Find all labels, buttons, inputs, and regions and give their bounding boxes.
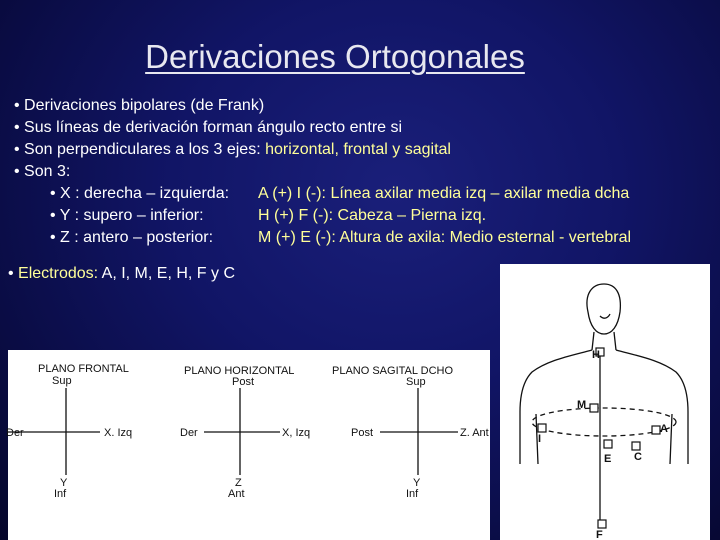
axis-label: • Z : antero – posterior: — [50, 229, 214, 246]
torso-electrode-diagram — [500, 264, 710, 540]
axis-left-label: Der — [180, 427, 198, 439]
bullet-item: • Derivaciones bipolares (de Frank) — [14, 97, 265, 114]
axis-label: • Y : supero – inferior: — [50, 207, 204, 224]
axis-bottom-label: Z — [235, 477, 242, 489]
axis-left-label: Post — [351, 427, 374, 439]
bullet-list — [14, 95, 451, 183]
axis-bottom-label: Y — [413, 477, 421, 489]
bullet-text: Sus líneas de derivación forman ángulo recto entre si — [24, 119, 403, 136]
bullet-text: Son perpendiculares a los 3 ejes: — [24, 141, 266, 158]
axis-row-y — [50, 205, 631, 227]
axis-bottom-label: Y — [60, 477, 68, 489]
electrodes-label: Electrodos: — [18, 265, 99, 282]
electrode-label-c: C — [634, 451, 642, 463]
plane-title: PLANO SAGITAL DCHO — [332, 365, 454, 377]
electrode-label-a: A — [660, 423, 668, 435]
bullet-highlight: horizontal, frontal y sagital — [265, 141, 451, 158]
electrode-label-e: E — [604, 453, 612, 465]
axis-label: • X : derecha – izquierda: — [50, 185, 230, 202]
bullet-item: • Sus líneas de derivación forman ángulo recto entre si — [14, 119, 403, 136]
axis-top-label: Sup — [52, 375, 72, 387]
axis-top-label: Post — [232, 376, 255, 388]
axis-right-label: X. Izq — [104, 427, 133, 439]
plane-title: PLANO FRONTAL — [38, 363, 129, 375]
axis-top-label: Sup — [406, 376, 426, 388]
electrode-label-m: M — [577, 399, 587, 411]
axis-value: H (+) F (-): Cabeza – Pierna izq. — [258, 207, 487, 224]
bullet-item: • Son 3: — [14, 163, 71, 180]
axis-bottom-sub-label: Ant — [228, 488, 245, 500]
axis-row-x — [50, 183, 631, 205]
bullet-text: Son 3: — [24, 163, 71, 180]
plane-sagittal — [332, 365, 489, 500]
axis-right-label: X, Izq — [282, 427, 311, 439]
plane-frontal — [6, 363, 132, 500]
electrode-label-f: F — [596, 529, 603, 540]
axis-value: A (+) I (-): Línea axilar media izq – axilar media dcha — [258, 185, 630, 202]
axis-left-label: Der — [6, 427, 24, 439]
slide-title: Derivaciones Ortogonales — [145, 38, 525, 75]
plane-title: PLANO HORIZONTAL — [184, 365, 295, 377]
planes-diagram — [8, 350, 490, 540]
bullet-text: Derivaciones bipolares (de Frank) — [24, 97, 265, 114]
head-outline — [587, 284, 620, 334]
axis-bottom-sub-label: Inf — [406, 488, 419, 500]
electrode-label-i: I — [538, 433, 542, 445]
electrode-label-h: H — [592, 349, 600, 361]
electrodes-line: • Electrodos: A, I, M, E, H, F y C — [8, 265, 235, 282]
axis-value: M (+) E (-): Altura de axila: Medio esternal - vertebral — [258, 229, 632, 246]
bullet-item: • Son perpendiculares a los 3 ejes: horizontal, frontal y sagital — [14, 141, 451, 158]
axis-bottom-sub-label: Inf — [54, 488, 67, 500]
electrodes-value: A, I, M, E, H, F y C — [98, 265, 235, 282]
axis-row-z — [50, 227, 631, 249]
plane-horizontal — [180, 365, 310, 500]
axis-right-label: Z. Ant — [460, 427, 489, 439]
axis-list — [50, 183, 631, 249]
